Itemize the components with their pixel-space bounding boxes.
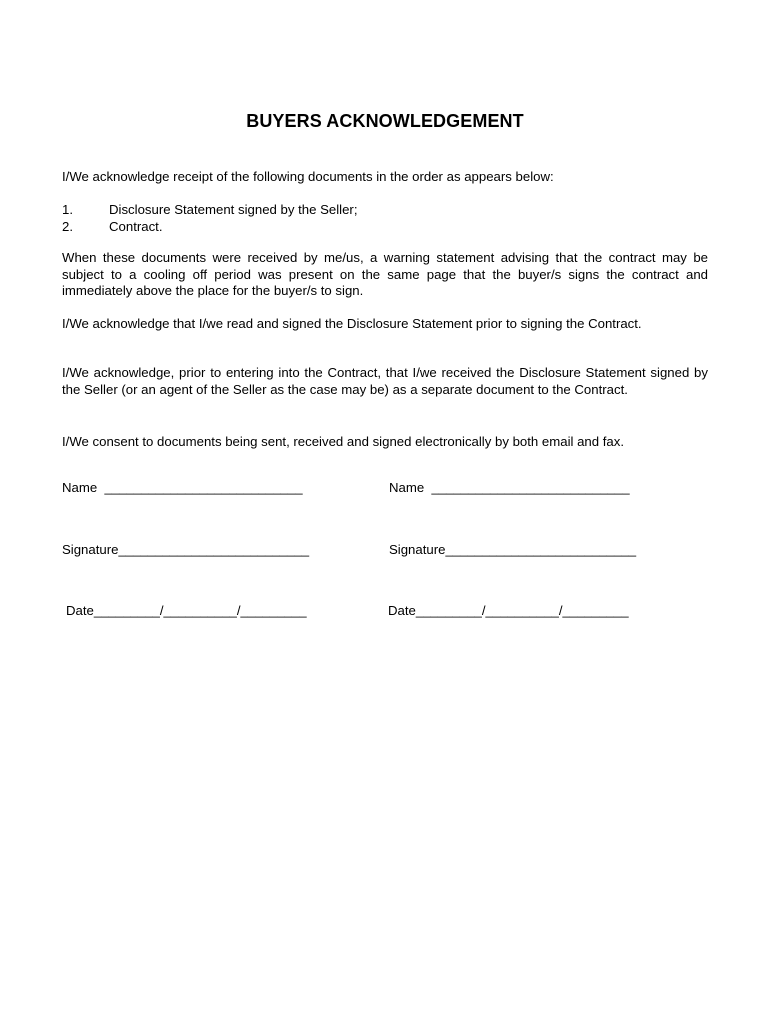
date-field-right[interactable]: Date_________/__________/_________ [388, 603, 629, 618]
name-field-right[interactable]: Name ___________________________ [389, 480, 630, 495]
list-item [62, 202, 708, 219]
list-item-number: 1. [62, 202, 73, 217]
signature-field-left[interactable]: Signature__________________________ [62, 542, 310, 557]
list-item-number: 2. [62, 218, 73, 234]
list-item-text: Disclosure Statement signed by the Seller; [109, 202, 358, 217]
list-item-text: Contract. [109, 218, 163, 234]
paragraph-disclosure-received: I/We acknowledge, prior to entering into the Contract, that I/we received the Disclosure Statement signed by the Seller (or an agent of the Seller as the case may be) as a separate document to the Contract. [62, 365, 708, 397]
name-field-left[interactable]: Name ___________________________ [62, 480, 303, 495]
paragraph-warning-statement: When these documents were received by me/us, a warning statement advising that the contract may be subject to a cooling off period was present on the same page that the buyer/s signs the contract and immediately above the place for the buyer/s to sign. [62, 250, 708, 298]
intro-text: I/We acknowledge receipt of the following documents in the order as appears below: [62, 169, 554, 184]
date-field-left[interactable]: Date_________/__________/_________ [66, 603, 307, 618]
document-list [62, 202, 708, 235]
document-title: BUYERS ACKNOWLEDGEMENT [246, 111, 524, 131]
paragraph-disclosure-read: I/We acknowledge that I/we read and signed the Disclosure Statement prior to signing the Contract. [62, 316, 642, 331]
paragraph-electronic-consent: I/We consent to documents being sent, received and signed electronically by both email and fax. [62, 434, 625, 449]
list-item [62, 219, 708, 236]
signature-field-right[interactable]: Signature__________________________ [389, 542, 637, 557]
